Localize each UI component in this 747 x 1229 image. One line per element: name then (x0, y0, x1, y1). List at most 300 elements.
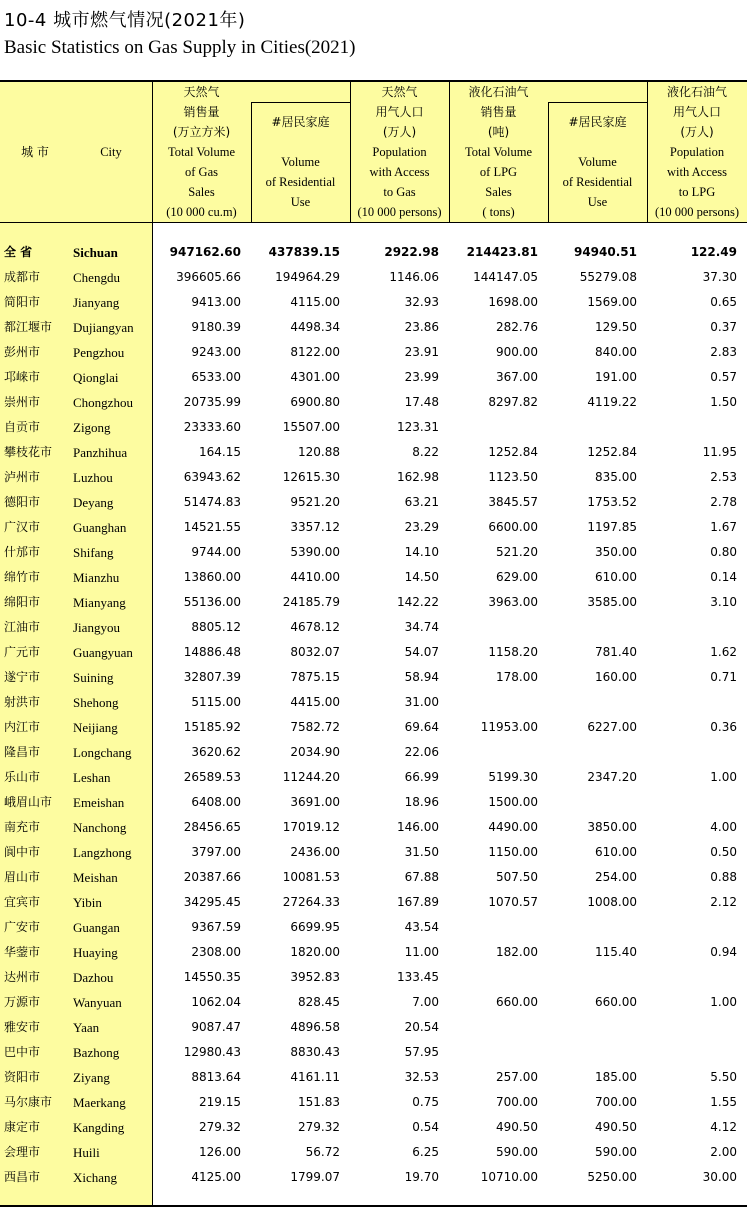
city-name-en: Guanghan (73, 520, 127, 535)
cell-value: 2436.00 (290, 845, 340, 859)
cell-value: 279.32 (199, 1120, 241, 1134)
cell-value: 6699.95 (290, 920, 340, 934)
cell-value: 20735.99 (183, 395, 241, 409)
cell-value: 2.83 (710, 345, 737, 359)
cell-value: 0.50 (710, 845, 737, 859)
cell-value: 1062.04 (191, 995, 241, 1009)
cell-value: 629.00 (496, 570, 538, 584)
cell-value: 69.64 (404, 720, 439, 734)
city-name-en: Qionglai (73, 370, 119, 385)
cell-value: 32807.39 (183, 670, 241, 684)
cell-value: 9087.47 (191, 1020, 241, 1034)
cell-value: 4678.12 (290, 620, 340, 634)
cell-value: 26589.53 (183, 770, 241, 784)
cell-value: 282.76 (496, 320, 538, 334)
cell-value: 1.55 (710, 1095, 737, 1109)
cell-value: 3357.12 (290, 520, 340, 534)
cell-value: 133.45 (397, 970, 439, 984)
table-row (0, 840, 747, 865)
city-name-cn: 广汉市 (4, 520, 41, 534)
cell-value: 13860.00 (183, 570, 241, 584)
city-name-en: Dujiangyan (73, 320, 134, 335)
cell-value: 8813.64 (191, 1070, 241, 1084)
cell-value: 590.00 (496, 1145, 538, 1159)
cell-value: 3845.57 (488, 495, 538, 509)
cell-value: 34295.45 (183, 895, 241, 909)
cell-value: 0.75 (412, 1095, 439, 1109)
cell-value: 17.48 (404, 395, 439, 409)
cell-value: 11244.20 (282, 770, 340, 784)
cell-value: 12980.43 (183, 1045, 241, 1059)
table-row (0, 1165, 747, 1190)
table-row (0, 1040, 747, 1065)
table-row (0, 540, 747, 565)
table-row (0, 265, 747, 290)
cell-value: 5199.30 (488, 770, 538, 784)
cell-value: 14.50 (404, 570, 439, 584)
cell-value: 1.62 (710, 645, 737, 659)
cell-value: 835.00 (595, 470, 637, 484)
city-name-en: Shehong (73, 695, 119, 710)
table-body (0, 240, 747, 1190)
cell-value: 55136.00 (183, 595, 241, 609)
city-name-cn: 简阳市 (4, 295, 41, 309)
city-name-cn: 隆昌市 (4, 745, 41, 759)
city-name-cn: 乐山市 (4, 770, 41, 784)
cell-value: 115.40 (595, 945, 637, 959)
cell-value: 1123.50 (488, 470, 538, 484)
cell-value: 194964.29 (275, 270, 340, 284)
cell-value: 7.00 (412, 995, 439, 1009)
city-name-en: Jianyang (73, 295, 120, 310)
cell-value: 7582.72 (290, 720, 340, 734)
city-name-cn: 宜宾市 (4, 895, 41, 909)
cell-value: 144147.05 (473, 270, 538, 284)
table-row (0, 715, 747, 740)
cell-value: 11.00 (404, 945, 439, 959)
cell-value: 55279.08 (579, 270, 637, 284)
cell-value: 0.36 (710, 720, 737, 734)
cell-value: 254.00 (595, 870, 637, 884)
table-row (0, 465, 747, 490)
cell-value: 15185.92 (183, 720, 241, 734)
cell-value: 8122.00 (290, 345, 340, 359)
cell-value: 14550.35 (183, 970, 241, 984)
header-gas-residential: #居民家庭 Volume of Residential Use (265, 115, 336, 209)
cell-value: 23333.60 (183, 420, 241, 434)
cell-value: 146.00 (397, 820, 439, 834)
city-name-en: Bazhong (73, 1045, 120, 1060)
table-row (0, 1065, 747, 1090)
cell-value: 2.12 (710, 895, 737, 909)
city-name-cn: 射洪市 (4, 695, 41, 709)
cell-value: 2922.98 (384, 245, 439, 259)
header-city-cn: 城 市 (21, 145, 49, 159)
city-name-cn: 达州市 (4, 970, 41, 984)
cell-value: 32.93 (404, 295, 439, 309)
city-name-en: Meishan (73, 870, 118, 885)
table-row (0, 1090, 747, 1115)
cell-value: 507.50 (496, 870, 538, 884)
cell-value: 2.78 (710, 495, 737, 509)
cell-value: 5.50 (710, 1070, 737, 1084)
cell-value: 214423.81 (466, 245, 538, 259)
city-name-cn: 眉山市 (4, 870, 41, 884)
table-row (0, 365, 747, 390)
header-gas-total: 天然气 销售量 (万立方米) Total Volume of Gas Sales (10 000 cu.m) (166, 85, 237, 219)
cell-value: 2.00 (710, 1145, 737, 1159)
table-row (0, 665, 747, 690)
cell-value: 0.65 (710, 295, 737, 309)
cell-value: 94940.51 (573, 245, 637, 259)
cell-value: 700.00 (496, 1095, 538, 1109)
city-name-cn: 泸州市 (4, 470, 41, 484)
cell-value: 0.88 (710, 870, 737, 884)
cell-value: 900.00 (496, 345, 538, 359)
city-name-cn: 德阳市 (4, 495, 41, 509)
city-name-en: Panzhihua (73, 445, 128, 460)
cell-value: 947162.60 (169, 245, 241, 259)
cell-value: 610.00 (595, 845, 637, 859)
city-name-en: Dazhou (73, 970, 114, 985)
city-name-en: Huili (73, 1145, 100, 1160)
cell-value: 28456.65 (183, 820, 241, 834)
cell-value: 3620.62 (191, 745, 241, 759)
city-name-en: Deyang (73, 495, 114, 510)
cell-value: 610.00 (595, 570, 637, 584)
city-name-cn: 都江堰市 (4, 320, 53, 334)
cell-value: 54.07 (404, 645, 439, 659)
city-name-cn: 江油市 (4, 620, 41, 634)
city-name-en: Pengzhou (73, 345, 125, 360)
cell-value: 0.57 (710, 370, 737, 384)
table-row (0, 340, 747, 365)
table-row (0, 865, 747, 890)
cell-value: 11953.00 (480, 720, 538, 734)
city-name-cn: 什邡市 (4, 545, 41, 559)
cell-value: 10710.00 (480, 1170, 538, 1184)
header-lpg-population: 液化石油气 用气人口 (万人) Population with Access to LPG (10 000 persons) (654, 85, 739, 219)
table-row (0, 765, 747, 790)
cell-value: 30.00 (702, 1170, 737, 1184)
city-name-en: Shifang (73, 545, 114, 560)
table-row (0, 640, 747, 665)
cell-value: 122.49 (690, 245, 737, 259)
city-name-en: Mianyang (73, 595, 126, 610)
cell-value: 437839.15 (268, 245, 340, 259)
city-name-en: Ziyang (73, 1070, 110, 1085)
city-name-en: Guangyuan (73, 645, 133, 660)
cell-value: 14521.55 (183, 520, 241, 534)
cell-value: 32.53 (404, 1070, 439, 1084)
cell-value: 7875.15 (290, 670, 340, 684)
city-name-cn: 全 省 (4, 245, 33, 259)
cell-value: 9243.00 (191, 345, 241, 359)
cell-value: 34.74 (404, 620, 439, 634)
cell-value: 9521.20 (290, 495, 340, 509)
cell-value: 164.15 (199, 445, 241, 459)
table-row (0, 515, 747, 540)
cell-value: 23.29 (404, 520, 439, 534)
cell-value: 3952.83 (290, 970, 340, 984)
table-row (0, 915, 747, 940)
cell-value: 58.94 (404, 670, 439, 684)
cell-value: 4415.00 (290, 695, 340, 709)
cell-value: 19.70 (404, 1170, 439, 1184)
cell-value: 1500.00 (488, 795, 538, 809)
cell-value: 5115.00 (191, 695, 241, 709)
cell-value: 17019.12 (282, 820, 340, 834)
table-row (0, 415, 747, 440)
cell-value: 0.54 (412, 1120, 439, 1134)
cell-value: 828.45 (298, 995, 340, 1009)
city-name-en: Xichang (73, 1170, 118, 1185)
city-name-cn: 雅安市 (4, 1020, 41, 1034)
cell-value: 63943.62 (183, 470, 241, 484)
table-row (0, 690, 747, 715)
city-name-en: Chongzhou (73, 395, 133, 410)
cell-value: 4119.22 (587, 395, 637, 409)
cell-value: 6.25 (412, 1145, 439, 1159)
table-row (0, 615, 747, 640)
cell-value: 0.71 (710, 670, 737, 684)
cell-value: 3850.00 (587, 820, 637, 834)
header-bottom-rule (0, 222, 747, 223)
city-name-cn: 西昌市 (4, 1170, 41, 1184)
cell-value: 56.72 (305, 1145, 340, 1159)
cell-value: 23.99 (404, 370, 439, 384)
table-row (0, 740, 747, 765)
cell-value: 1158.20 (488, 645, 538, 659)
cell-value: 2.53 (710, 470, 737, 484)
city-name-en: Longchang (73, 745, 132, 760)
cell-value: 1569.00 (587, 295, 637, 309)
table-bottom-rule (0, 1205, 747, 1207)
cell-value: 1698.00 (488, 295, 538, 309)
table-row (0, 240, 747, 265)
cell-value: 781.40 (595, 645, 637, 659)
cell-value: 162.98 (397, 470, 439, 484)
table-row (0, 1115, 747, 1140)
table-row (0, 1140, 747, 1165)
cell-value: 1820.00 (290, 945, 340, 959)
cell-value: 3963.00 (488, 595, 538, 609)
cell-value: 367.00 (496, 370, 538, 384)
cell-value: 6600.00 (488, 520, 538, 534)
city-name-cn: 阆中市 (4, 845, 41, 859)
cell-value: 67.88 (404, 870, 439, 884)
cell-value: 4490.00 (488, 820, 538, 834)
header-lpg-residential: #居民家庭 Volume of Residential Use (562, 115, 633, 209)
cell-value: 4410.00 (290, 570, 340, 584)
cell-value: 660.00 (595, 995, 637, 1009)
cell-value: 1.00 (710, 995, 737, 1009)
cell-value: 840.00 (595, 345, 637, 359)
header-subrule (548, 102, 647, 103)
city-name-cn: 广安市 (4, 920, 41, 934)
cell-value: 521.20 (496, 545, 538, 559)
city-name-en: Leshan (73, 770, 111, 785)
cell-value: 3585.00 (587, 595, 637, 609)
cell-value: 20387.66 (183, 870, 241, 884)
cell-value: 279.32 (298, 1120, 340, 1134)
cell-value: 4.12 (710, 1120, 737, 1134)
city-name-cn: 华蓥市 (4, 945, 41, 959)
cell-value: 1197.85 (587, 520, 637, 534)
city-name-en: Nanchong (73, 820, 127, 835)
city-name-cn: 彭州市 (4, 345, 41, 359)
city-name-cn: 崇州市 (4, 395, 41, 409)
table-row (0, 390, 747, 415)
cell-value: 1146.06 (389, 270, 439, 284)
cell-value: 396605.66 (176, 270, 241, 284)
cell-value: 8830.43 (290, 1045, 340, 1059)
cell-value: 3691.00 (290, 795, 340, 809)
cell-value: 0.94 (710, 945, 737, 959)
cell-value: 57.95 (404, 1045, 439, 1059)
cell-value: 4301.00 (290, 370, 340, 384)
cell-value: 167.89 (397, 895, 439, 909)
cell-value: 1.00 (710, 770, 737, 784)
cell-value: 1252.84 (587, 445, 637, 459)
cell-value: 15507.00 (282, 420, 340, 434)
cell-value: 350.00 (595, 545, 637, 559)
table-row (0, 965, 747, 990)
cell-value: 12615.30 (282, 470, 340, 484)
cell-value: 1.67 (710, 520, 737, 534)
cell-value: 700.00 (595, 1095, 637, 1109)
cell-value: 20.54 (404, 1020, 439, 1034)
cell-value: 66.99 (404, 770, 439, 784)
city-name-cn: 南充市 (4, 820, 41, 834)
page-title-cn: 10-4 城市燃气情况(2021年) (4, 10, 246, 31)
cell-value: 9744.00 (191, 545, 241, 559)
cell-value: 27264.33 (282, 895, 340, 909)
city-name-en: Langzhong (73, 845, 132, 860)
cell-value: 22.06 (404, 745, 439, 759)
city-name-en: Yaan (73, 1020, 100, 1035)
city-name-cn: 内江市 (4, 720, 41, 734)
cell-value: 9413.00 (191, 295, 241, 309)
cell-value: 151.83 (298, 1095, 340, 1109)
cell-value: 6900.80 (290, 395, 340, 409)
cell-value: 4.00 (710, 820, 737, 834)
city-name-cn: 马尔康市 (4, 1095, 53, 1109)
cell-value: 5390.00 (290, 545, 340, 559)
cell-value: 2034.90 (290, 745, 340, 759)
table-row (0, 590, 747, 615)
city-name-en: Wanyuan (73, 995, 122, 1010)
city-name-cn: 邛崃市 (4, 370, 41, 384)
cell-value: 8297.82 (488, 395, 538, 409)
table-row (0, 815, 747, 840)
cell-value: 43.54 (404, 920, 439, 934)
cell-value: 2347.20 (587, 770, 637, 784)
cell-value: 4161.11 (290, 1070, 340, 1084)
cell-value: 191.00 (595, 370, 637, 384)
city-name-cn: 康定市 (4, 1120, 41, 1134)
city-name-en: Sichuan (73, 245, 118, 260)
cell-value: 490.50 (496, 1120, 538, 1134)
city-name-cn: 峨眉山市 (4, 795, 53, 809)
cell-value: 178.00 (496, 670, 538, 684)
cell-value: 123.31 (397, 420, 439, 434)
cell-value: 126.00 (199, 1145, 241, 1159)
city-name-en: Luzhou (73, 470, 113, 485)
cell-value: 129.50 (595, 320, 637, 334)
city-name-cn: 攀枝花市 (4, 445, 53, 459)
cell-value: 257.00 (496, 1070, 538, 1084)
header-subrule (251, 102, 350, 103)
city-name-en: Mianzhu (73, 570, 120, 585)
city-name-en: Maerkang (73, 1095, 126, 1110)
cell-value: 4125.00 (191, 1170, 241, 1184)
table-row (0, 290, 747, 315)
cell-value: 4896.58 (290, 1020, 340, 1034)
cell-value: 0.14 (710, 570, 737, 584)
cell-value: 185.00 (595, 1070, 637, 1084)
cell-value: 24185.79 (282, 595, 340, 609)
city-name-cn: 自贡市 (4, 420, 41, 434)
cell-value: 9367.59 (191, 920, 241, 934)
cell-value: 1070.57 (488, 895, 538, 909)
city-name-en: Guangan (73, 920, 120, 935)
city-name-en: Suining (73, 670, 114, 685)
cell-value: 3.10 (710, 595, 737, 609)
city-name-en: Emeishan (73, 795, 125, 810)
cell-value: 4115.00 (290, 295, 340, 309)
table-row (0, 315, 747, 340)
cell-value: 1150.00 (488, 845, 538, 859)
city-name-cn: 万源市 (4, 995, 41, 1009)
cell-value: 0.37 (710, 320, 737, 334)
city-name-cn: 巴中市 (4, 1045, 41, 1059)
header-city-en: City (100, 145, 122, 159)
city-name-cn: 会理市 (4, 1145, 41, 1159)
city-name-en: Kangding (73, 1120, 125, 1135)
city-name-en: Chengdu (73, 270, 120, 285)
cell-value: 37.30 (702, 270, 737, 284)
city-name-en: Zigong (73, 420, 111, 435)
city-name-cn: 成都市 (4, 270, 41, 284)
cell-value: 8805.12 (191, 620, 241, 634)
cell-value: 8.22 (412, 445, 439, 459)
cell-value: 1799.07 (290, 1170, 340, 1184)
cell-value: 31.00 (404, 695, 439, 709)
cell-value: 8032.07 (290, 645, 340, 659)
page-title-en: Basic Statistics on Gas Supply in Cities(2021) (4, 37, 356, 58)
table-row (0, 490, 747, 515)
cell-value: 120.88 (298, 445, 340, 459)
cell-value: 1252.84 (488, 445, 538, 459)
cell-value: 590.00 (595, 1145, 637, 1159)
cell-value: 2308.00 (191, 945, 241, 959)
header-gas-population: 天然气 用气人口 (万人) Population with Access to Gas (10 000 persons) (357, 85, 442, 219)
city-name-cn: 绵竹市 (4, 570, 41, 584)
cell-value: 18.96 (404, 795, 439, 809)
cell-value: 182.00 (496, 945, 538, 959)
cell-value: 0.80 (710, 545, 737, 559)
city-name-cn: 遂宁市 (4, 670, 41, 684)
city-name-cn: 绵阳市 (4, 595, 41, 609)
header-lpg-total: 液化石油气 销售量 (吨) Total Volume of LPG Sales ( tons) (464, 85, 533, 219)
cell-value: 6533.00 (191, 370, 241, 384)
cell-value: 1753.52 (587, 495, 637, 509)
cell-value: 142.22 (397, 595, 439, 609)
table-row (0, 790, 747, 815)
cell-value: 14.10 (404, 545, 439, 559)
table-row (0, 565, 747, 590)
